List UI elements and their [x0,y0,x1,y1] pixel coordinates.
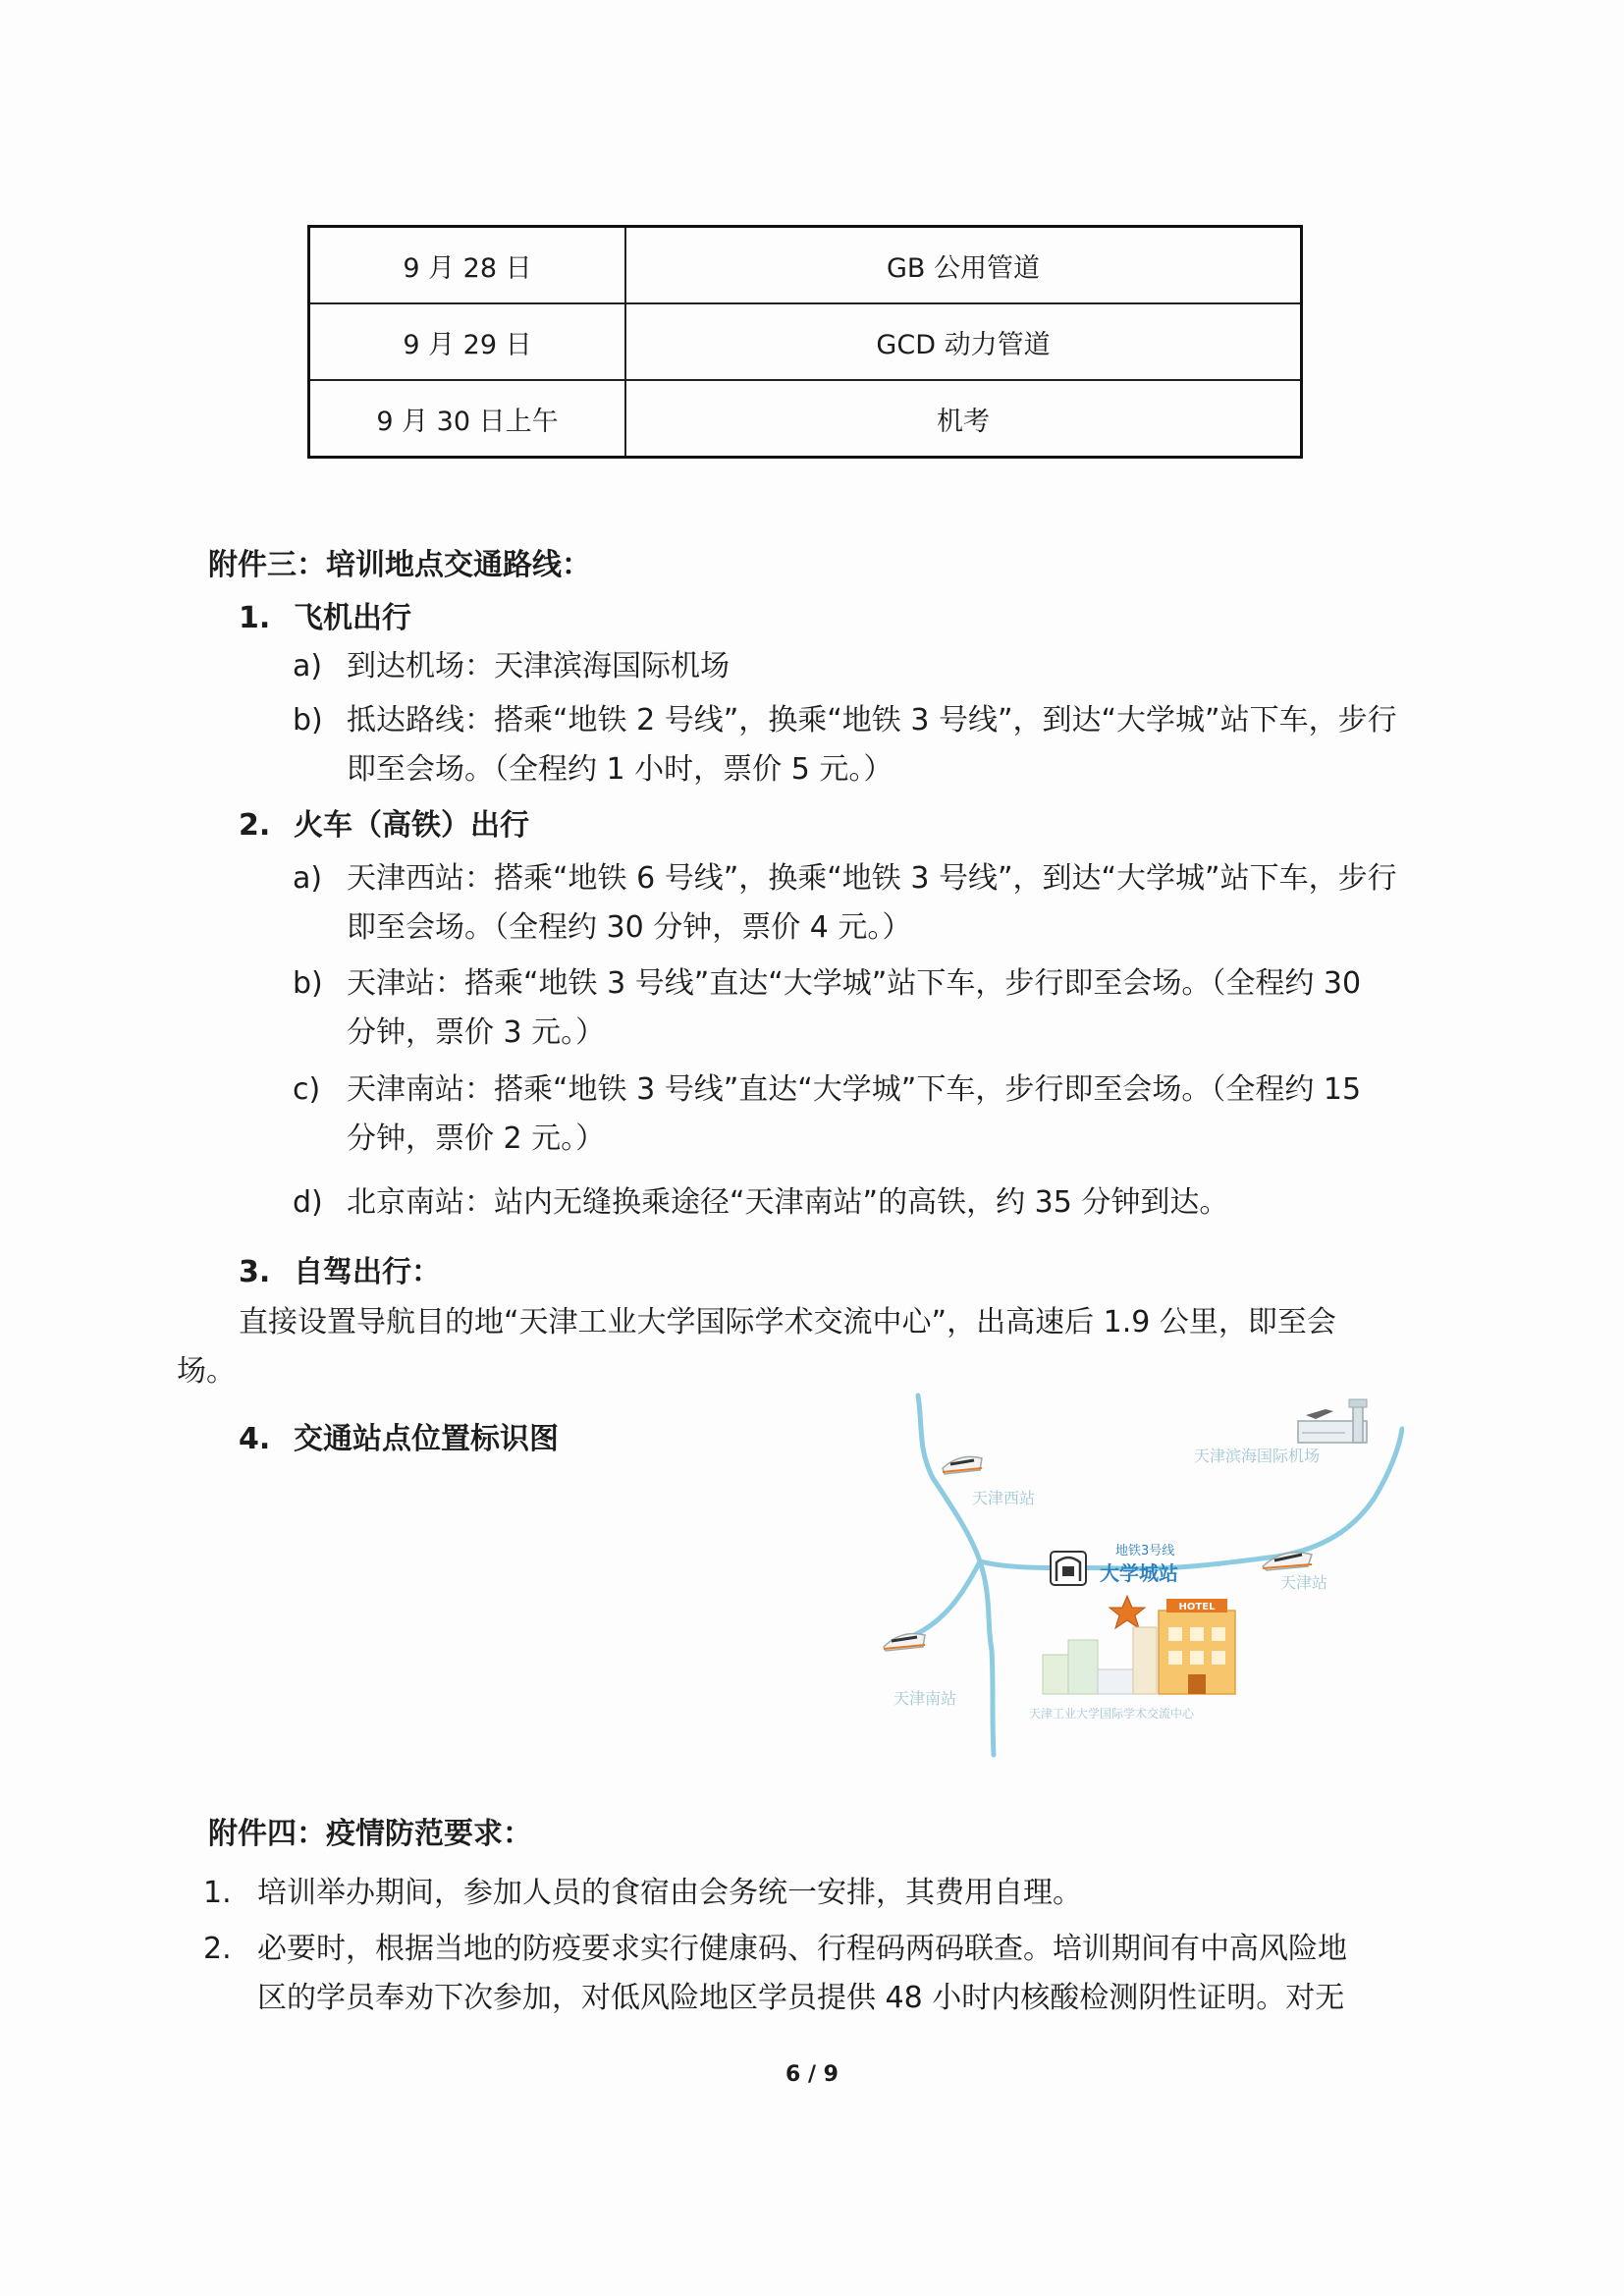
section-title: 火车（高铁）出行 [294,808,529,843]
transit-map-svg [864,1390,1404,1763]
item-text: 培训举办期间，参加人员的食宿由会务统一安排，其费用自理。 [257,1876,1082,1910]
section-number: 2. [239,808,271,843]
list-item [293,696,1432,794]
list-item [293,642,1432,691]
item-text-line2: 分钟，票价 3 元。） [347,1015,606,1050]
section-title: 自驾出行： [294,1255,441,1289]
venue-buildings-icon [1043,1599,1235,1694]
section-plane-heading [239,593,411,636]
section-number: 1. [239,601,271,635]
item-text-line2: 分钟，票价 2 元。） [347,1121,606,1156]
item-label: a) [293,649,323,683]
map-label-south: 天津南站 [893,1689,957,1708]
metro-station-icon [1051,1552,1086,1585]
list-item [293,959,1432,1058]
list-item [203,1925,1431,2023]
item-text: 到达机场：天津滨海国际机场 [347,649,730,683]
map-label-metro-line: 地铁3号线 [1115,1544,1175,1558]
section-number: 3. [239,1255,271,1289]
item-text-line2: 即至会场。（全程约 1 小时，票价 5 元。） [347,752,893,787]
table-row [309,380,1302,458]
drive-paragraph-line2: 场。 [177,1354,236,1389]
attachment4-heading: 附件四：疫情防范要求： [208,1817,532,1851]
list-item [293,1066,1432,1164]
item-label: 2. [203,1932,232,1966]
page-number: 6 / 9 [785,2062,839,2087]
table-row [309,227,1302,304]
drive-paragraph-line1: 直接设置导航目的地“天津工业大学国际学术交流中心”，出高速后 1.9 公里，即至会 [239,1305,1336,1339]
item-text-line1: 天津南站：搭乘“地铁 3 号线”直达“大学城”下车，步行即至会场。（全程约 15 [347,1072,1362,1107]
map-label-venue: 天津工业大学国际学术交流中心 [1029,1707,1195,1721]
section-drive-heading [239,1247,441,1290]
item-text-line2: 即至会场。（全程约 30 分钟，票价 4 元。） [347,910,912,945]
item-text-line1: 必要时，根据当地的防疫要求实行健康码、行程码两码联查。培训期间有中高风险地 [257,1932,1347,1966]
list-item [203,1869,1431,1918]
item-label: b) [293,966,323,1001]
item-label: a) [293,861,323,896]
item-text-line2: 区的学员奉劝下次参加，对低风险地区学员提供 48 小时内核酸检测阴性证明。对无 [257,1981,1345,2015]
schedule-topic: GCD 动力管道 [625,303,1302,380]
schedule-date: 9 月 30 日上午 [309,380,626,458]
train-icon-west [943,1456,982,1474]
rail-line-west [918,1395,980,1561]
train-icon-south [884,1634,925,1652]
item-label: b) [293,703,323,738]
map-hotel-sign: HOTEL [1178,1602,1216,1613]
schedule-topic: 机考 [625,380,1302,458]
section-title: 交通站点位置标识图 [294,1422,559,1456]
map-label-airport: 天津滨海国际机场 [1194,1447,1321,1465]
metro-line [980,1429,1402,1568]
schedule-table [307,225,1303,459]
section-title: 飞机出行 [294,601,411,635]
item-text-line1: 天津站：搭乘“地铁 3 号线”直达“大学城”站下车，步行即至会场。（全程约 30 [347,966,1362,1001]
table-row [309,303,1302,380]
section-number: 4. [239,1422,271,1456]
map-label-west: 天津西站 [972,1489,1036,1507]
item-text-line1: 抵达路线：搭乘“地铁 2 号线”，换乘“地铁 3 号线”，到达“大学城”站下车，步行 [347,703,1397,738]
section-train-heading [239,800,529,844]
schedule-date: 9 月 28 日 [309,227,626,304]
venue-star-icon [1110,1596,1145,1628]
section-map-heading [239,1414,559,1457]
item-label: c) [293,1072,321,1107]
list-item [293,854,1432,953]
schedule-topic: GB 公用管道 [625,227,1302,304]
attachment3-heading: 附件三：培训地点交通路线： [208,548,591,582]
transit-map [864,1390,1404,1763]
list-item [293,1178,1432,1228]
map-label-tianjin: 天津站 [1280,1573,1328,1592]
airport-icon [1298,1399,1367,1443]
item-text: 北京南站：站内无缝换乘途径“天津南站”的高铁，约 35 分钟到达。 [347,1185,1229,1220]
item-text-line1: 天津西站：搭乘“地铁 6 号线”，换乘“地铁 3 号线”，到达“大学城”站下车，步行 [347,861,1397,896]
item-label: 1. [203,1876,232,1910]
item-label: d) [293,1185,323,1220]
rail-line-south [980,1561,994,1755]
map-label-station: 大学城站 [1100,1561,1178,1585]
rail-line-southwest [903,1561,980,1640]
schedule-date: 9 月 29 日 [309,303,626,380]
